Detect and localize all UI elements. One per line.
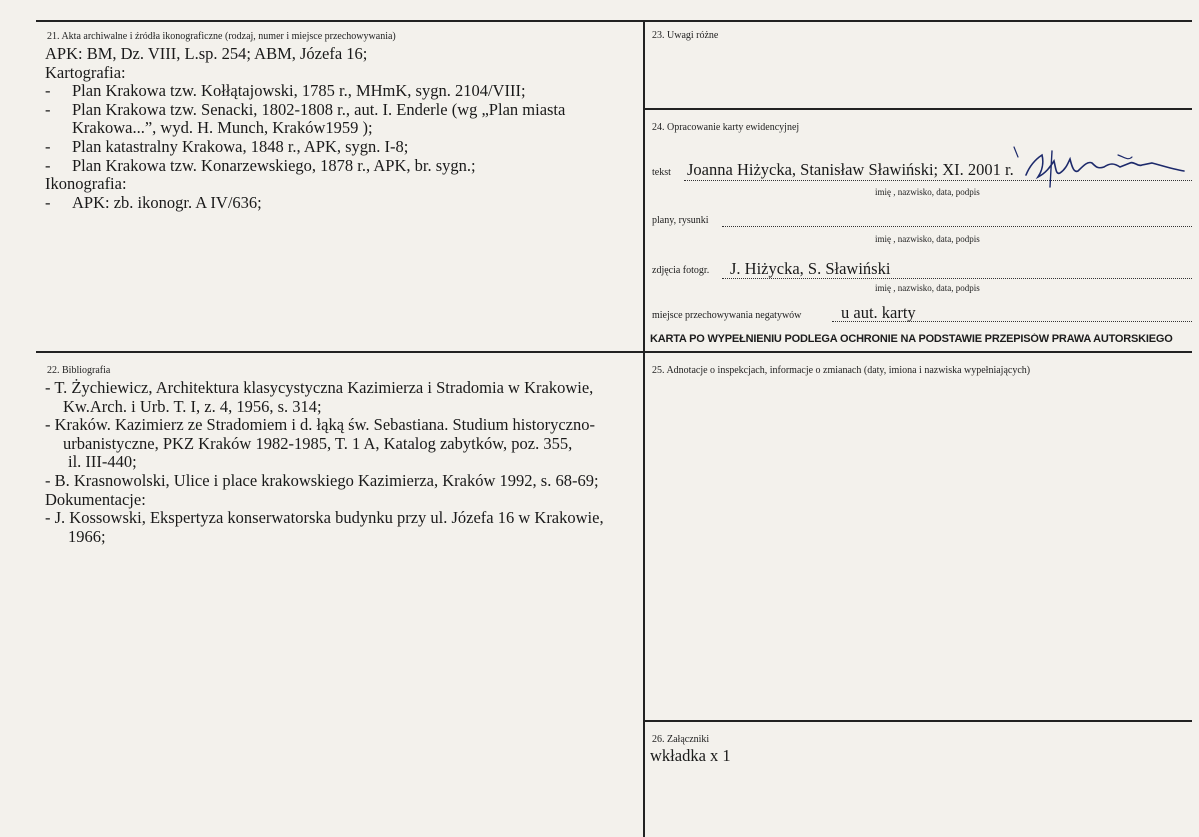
section-21-line: Krakowa...”, wyd. H. Munch, Kraków1959 ); [72, 118, 373, 138]
section-21-content [45, 45, 565, 212]
section-26-label: 26. Załączniki [652, 734, 710, 745]
section-22-label: 22. Bibliografia [47, 365, 111, 376]
divider-23-24 [644, 108, 1192, 110]
bibliography-line: Dokumentacje: [45, 489, 146, 509]
bibliography-line: Kw.Arch. i Urb. T. I, z. 4, 1956, s. 314; [63, 396, 322, 416]
bibliography-line: - Kraków. Kazimierz ze Stradomiem i d. łąką św. Sebastiana. Studium historyczno- [45, 415, 596, 435]
bibliography-line: il. III-440; [68, 452, 137, 472]
divider-25-26 [644, 720, 1192, 722]
zdjecia-hint: imię , nazwisko, data, podpis [875, 283, 980, 293]
zdjecia-value: J. Hiżycka, S. Sławiński [730, 259, 891, 278]
bibliography-line: urbanistyczne, PKZ Kraków 1982-1985, T. 1 A, Katalog zabytków, poz. 355, [63, 433, 573, 453]
plany-hint: imię , nazwisko, data, podpis [875, 234, 980, 244]
dash: - [45, 99, 51, 119]
dash: - [45, 192, 51, 212]
plany-label: plany, rysunki [652, 215, 709, 226]
tekst-value: Joanna Hiżycka, Stanisław Sławiński; XI. 2001 r. [687, 160, 1014, 179]
dash: - [45, 81, 51, 101]
tekst-label: tekst [652, 167, 671, 178]
tekst-hint: imię , nazwisko, data, podpis [875, 187, 980, 197]
bibliography-line: - B. Krasnowolski, Ulice i place krakowskiego Kazimierza, Kraków 1992, s. 68-69; [45, 470, 599, 490]
divider-21-22 [36, 351, 1192, 353]
negatywy-value: u aut. karty [841, 303, 916, 322]
section-26-value: wkładka x 1 [650, 746, 731, 765]
section-21-label: 21. Akta archiwalne i źródła ikonograficzne (rodzaj, numer i miejsce przechowywania) [47, 31, 396, 42]
section-25-label: 25. Adnotacje o inspekcjach, informacje o zmianach (daty, imiona i nazwiska wypełniających) [652, 365, 1031, 376]
section-22-content [45, 379, 604, 546]
section-21-line: Plan Krakowa tzw. Senacki, 1802-1808 r., aut. I. Enderle (wg „Plan miasta [72, 99, 566, 119]
section-21-line: Kartografia: [45, 62, 126, 82]
section-21-line: Plan Krakowa tzw. Kołłątajowski, 1785 r., MHmK, sygn. 2104/VIII; [72, 81, 526, 101]
top-border [36, 20, 1192, 22]
bibliography-line: - T. Żychiewicz, Architektura klasycystyczna Kazimierza i Stradomia w Krakowie, [45, 378, 594, 397]
bibliography-line: - J. Kossowski, Ekspertyza konserwatorska budynku przy ul. Józefa 16 w Krakowie, [45, 508, 604, 528]
section-23-label: 23. Uwagi różne [652, 30, 719, 41]
dash: - [45, 155, 51, 175]
zdjecia-label: zdjęcia fotogr. [652, 265, 710, 276]
section-24-label: 24. Opracowanie karty ewidencyjnej [652, 122, 800, 133]
section-21-line: APK: zb. ikonogr. A IV/636; [72, 192, 262, 212]
section-21-line: Plan katastralny Krakowa, 1848 r., APK, sygn. I-8; [72, 136, 409, 156]
bibliography-line: 1966; [68, 526, 106, 546]
plany-fill-line [722, 226, 1192, 227]
section-21-line: APK: BM, Dz. VIII, L.sp. 254; ABM, Józefa 16; [45, 44, 368, 63]
section-21-line: Plan Krakowa tzw. Konarzewskiego, 1878 r., APK, br. sygn.; [72, 155, 476, 175]
signature-icon [1012, 143, 1192, 193]
section-21-line: Ikonografia: [45, 174, 127, 194]
center-divider [643, 20, 645, 837]
dash: - [45, 136, 51, 156]
negatywy-label: miejsce przechowywania negatywów [652, 310, 802, 321]
copyright-notice: KARTA PO WYPEŁNIENIU PODLEGA OCHRONIE NA PODSTAWIE PRZEPISÓW PRAWA AUTORSKIEGO [650, 333, 1173, 345]
